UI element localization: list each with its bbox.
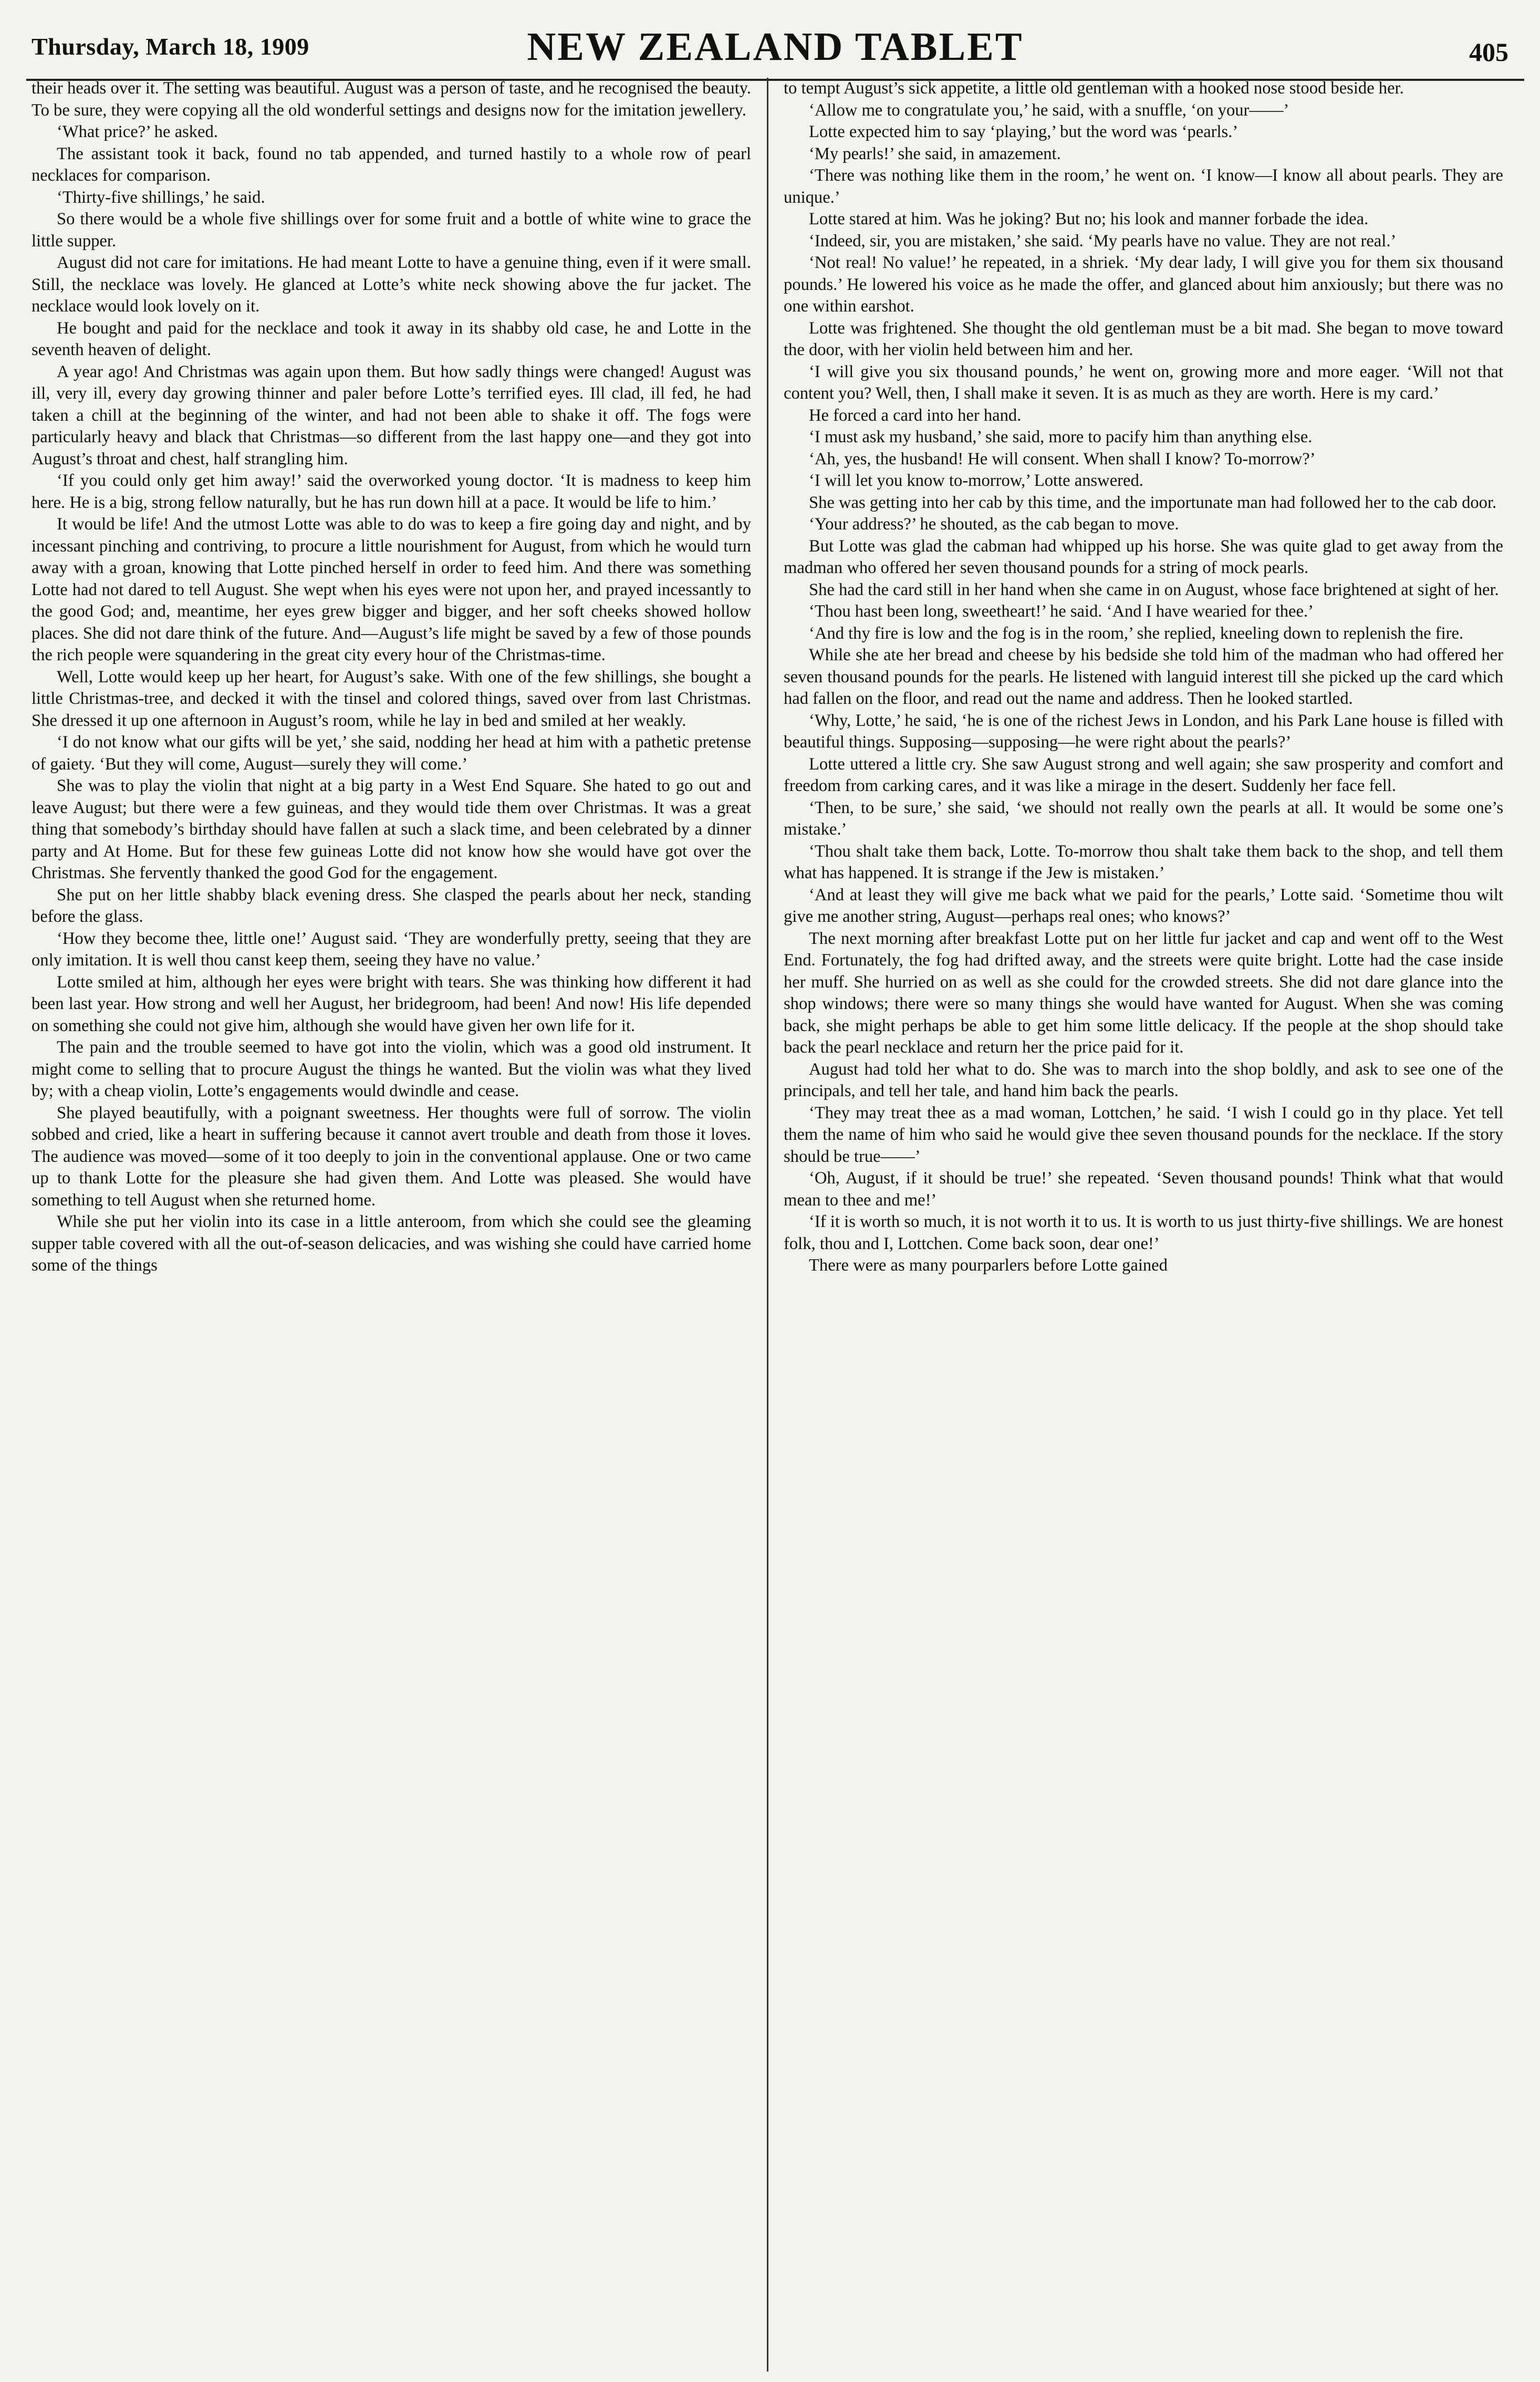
paragraph: There were as many pourparlers before Lotte gained: [809, 1256, 1168, 1275]
paragraph: ‘What price?’ he asked.: [57, 122, 218, 141]
paragraph: ‘If it is worth so much, it is not worth it to us. It is worth to us just thirty-five shillings. We are honest folk, thou and I, Lottchen. Come back soon, dear one!’: [784, 1212, 1503, 1253]
paragraph: ‘Oh, August, if it should be true!’ she repeated. ‘Seven thousand pounds! Think what that would mean to thee and me!’: [784, 1169, 1503, 1210]
page-number: 405: [1469, 37, 1508, 67]
publication-title: NEW ZEALAND TABLET: [527, 25, 1024, 69]
paragraph: ‘There was nothing like them in the room,’ he went on. ‘I know—I know all about pearls. They are unique.’: [784, 166, 1503, 207]
paragraph: But Lotte was glad the cabman had whipped up his horse. She was quite glad to get away from the madman who offered her seven thousand pounds for a string of mock pearls.: [784, 536, 1503, 577]
paragraph: ‘I do not know what our gifts will be yet,’ she said, nodding her head at him with a pathetic pretense of gaiety. ‘But they will come, August—surely they will come.’: [32, 733, 751, 774]
paragraph: While she ate her bread and cheese by his bedside she told him of the madman who had offered her seven thousand pounds for the pearls. He listened with languid interest till she picked up the card which had fallen on the floor, and read out the name and address. Then he looked startled.: [784, 646, 1503, 708]
paragraph: She had the card still in her hand when she came in on August, whose face brightened at sight of her.: [809, 580, 1499, 599]
paragraph: ‘Allow me to congratulate you,’ he said, with a snuffle, ‘on your——’: [809, 100, 1289, 120]
paragraph: to tempt August’s sick appetite, a little old gentleman with a hooked nose stood beside her.: [784, 79, 1404, 98]
paragraph: ‘Ah, yes, the husband! He will consent. When shall I know? To-morrow?’: [809, 449, 1316, 469]
paragraph: So there would be a whole five shillings over for some fruit and a bottle of white wine to grace the little supper.: [32, 210, 751, 251]
paragraph: Lotte stared at him. Was he joking? But no; his look and manner forbade the idea.: [809, 210, 1369, 228]
paragraph: Lotte expected him to say ‘playing,’ but the word was ‘pearls.’: [809, 122, 1239, 141]
paragraph: She put on her little shabby black evening dress. She clasped the pearls about her neck, standing before the glass.: [32, 885, 751, 926]
paragraph: ‘Not real! No value!’ he repeated, in a shriek. ‘My dear lady, I will give you for them six thousand pounds.’ He lowered his voice as he made the offer, and glanced about him anxiously; but there was no one within earshot.: [784, 253, 1503, 316]
right-column: [784, 78, 1503, 2371]
paragraph: ‘Thou shalt take them back, Lotte. To-morrow thou shalt take them back to the shop, and tell them what has happened. It is strange if the Jew is mistaken.’: [784, 841, 1503, 882]
paragraph: The assistant took it back, found no tab appended, and turned hastily to a whole row of pearl necklaces for comparison.: [32, 144, 751, 185]
paragraph: The next morning after breakfast Lotte put on her little fur jacket and cap and went off to the West End. Fortunately, the fog had drifted away, and the streets were quite bright. Lotte had the case inside her muff. She hurried on as well as she could for the crowded streets. She did not dare glance into the shop windows; there were so many things she would have wanted for August. When she was coming back, she might perhaps be able to get him some little delicacy. If the people at the shop should take back the pearl necklace and return her the price paid for it.: [784, 929, 1503, 1057]
paragraph: She played beautifully, with a poignant sweetness. Her thoughts were full of sorrow. The violin sobbed and cried, like a heart in suffering because it cannot avert trouble and death from those it loves. The audience was moved—some of it too deeply to join in the conventional applause. One or two came up to thank Lotte for the pleasure she had given them. And Lotte was pleased. She would have something to tell August when she returned home.: [32, 1103, 751, 1210]
paragraph: ‘Your address?’ he shouted, as the cab began to move.: [809, 515, 1179, 534]
paragraph: ‘I must ask my husband,’ she said, more to pacify him than anything else.: [809, 428, 1313, 446]
paragraph: ‘Indeed, sir, you are mistaken,’ she said. ‘My pearls have no value. They are not real.’: [809, 231, 1397, 251]
paragraph: ‘I will let you know to-morrow,’ Lotte answered.: [809, 471, 1143, 490]
paragraph: ‘Why, Lotte,’ he said, ‘he is one of the richest Jews in London, and his Park Lane house is filled with beautiful things. Supposing—supposing—he were right about the pearls?’: [784, 711, 1503, 752]
article-columns: [32, 78, 1503, 2371]
paragraph: A year ago! And Christmas was again upon them. But how sadly things were changed! August was ill, very ill, every day growing thinner and paler before Lotte’s terrified eyes. Ill clad, ill fed, he had taken a chill at the beginning of the winter, and had not been able to shake it off. The fogs were particularly heavy and black that Christmas—so different from the last happy one—and they got into August’s throat and chest, half strangling him.: [32, 362, 751, 469]
paragraph: ‘If you could only get him away!’ said the overworked young doctor. ‘It is madness to keep him here. He is a big, strong fellow naturally, but he has run down hill at a pace. It would be life to him.’: [32, 471, 751, 512]
paragraph: ‘Then, to be sure,’ she said, ‘we should not really own the pearls at all. It would be some one’s mistake.’: [784, 798, 1503, 839]
paragraph: ‘Thirty-five shillings,’ he said.: [57, 188, 265, 207]
paragraph: He bought and paid for the necklace and took it away in its shabby old case, he and Lotte in the seventh heaven of delight.: [32, 318, 751, 359]
left-column: [32, 78, 751, 2371]
paragraph: It would be life! And the utmost Lotte was able to do was to keep a fire going day and night, and by incessant pinching and contriving, to procure a little nourishment for August, from which he would turn away with a groan, knowing that Lotte pinched herself in order to feed him. And there was something Lotte had not dared to tell August. She wept when his eyes were not upon her, and prayed incessantly to the good God; and, meantime, her eyes grew bigger and bigger, and her soft cheeks showed hollow places. She did not dare think of the future. And—August’s life might be saved by a few of those pounds the rich people were squandering in the great city every hour of the Christmas-time.: [32, 515, 751, 664]
paragraph: While she put her violin into its case in a little anteroom, from which she could see the gleaming supper table covered with all the out-of-season delicacies, and was wishing she could have carried home some of the things: [32, 1212, 751, 1275]
paragraph: ‘And thy fire is low and the fog is in the room,’ she replied, kneeling down to replenish the fire.: [809, 623, 1464, 643]
paragraph: ‘And at least they will give me back what we paid for the pearls,’ Lotte said. ‘Sometime thou wilt give me another string, August—perhaps real ones; who knows?’: [784, 885, 1503, 926]
paragraph: ‘How they become thee, little one!’ August said. ‘They are wonderfully pretty, seeing that they are only imitation. It is well thou canst keep them, seeing they have no value.’: [32, 929, 751, 970]
paragraph: August did not care for imitations. He had meant Lotte to have a genuine thing, even if it were small. Still, the necklace was lovely. He glanced at Lotte’s white neck showing above the fur jacket. The necklace would look lovely on it.: [32, 253, 751, 316]
paragraph: She was getting into her cab by this time, and the importunate man had followed her to the cab door.: [809, 493, 1497, 512]
paragraph: Well, Lotte would keep up her heart, for August’s sake. With one of the few shillings, she bought a little Christmas-tree, and decked it with the tinsel and colored things, saved over from last Christmas. She dressed it up one afternoon in August’s room, while he lay in bed and smiled at her weakly.: [32, 667, 751, 730]
paragraph: Lotte smiled at him, although her eyes were bright with tears. She was thinking how different it had been last year. How strong and well her August, her bridegroom, had been! And now! His life depended on something she could not give him, although she would have given her own life for it.: [32, 972, 751, 1035]
paragraph: ‘I will give you six thousand pounds,’ he went on, growing more and more eager. ‘Will not that content you? Well, then, I shall make it seven. It is as much as they are worth. Here is my card.’: [784, 362, 1503, 403]
paragraph: August had told her what to do. She was to march into the shop boldly, and ask to see one of the principals, and tell her tale, and hand him back the pearls.: [784, 1059, 1503, 1100]
paragraph: Lotte was frightened. She thought the old gentleman must be a bit mad. She began to move toward the door, with her violin held between him and her.: [784, 318, 1503, 359]
paragraph: The pain and the trouble seemed to have got into the violin, which was a good old instrument. It might come to selling that to procure August the things he wanted. But the violin was what they lived by; with a cheap violin, Lotte’s engagements would dwindle and cease.: [32, 1038, 751, 1100]
paragraph: Lotte uttered a little cry. She saw August strong and well again; she saw prosperity and comfort and freedom from carking cares, and it was like a mirage in the desert. Suddenly her face fell.: [784, 754, 1503, 795]
paragraph: ‘My pearls!’ she said, in amazement.: [809, 144, 1061, 163]
paragraph: He forced a card into her hand.: [809, 405, 1022, 425]
paragraph: their heads over it. The setting was beautiful. August was a person of taste, and he recognised the beauty. To be sure, they were copying all the old wonderful settings and designs now for the imitation jewellery.: [32, 79, 751, 120]
paragraph: ‘Thou hast been long, sweetheart!’ he said. ‘And I have wearied for thee.’: [809, 602, 1314, 621]
paragraph: ‘They may treat thee as a mad woman, Lottchen,’ he said. ‘I wish I could go in thy place. Yet tell them the name of him who said he would give thee seven thousand pounds for the necklace. If the story should be true——’: [784, 1103, 1503, 1166]
masthead: [26, 21, 1524, 81]
paragraph: She was to play the violin that night at a big party in a West End Square. She hated to go out and leave August; but there were a few guineas, and they would tide them over Christmas. It was a great thing that somebody’s birthday should have fallen at such a slack time, and been celebrated by a dinner party and At Home. But for these few guineas Lotte did not know how she would have got over the Christmas. She fervently thanked the good God for the engagement.: [32, 776, 751, 882]
issue-date: Thursday, March 18, 1909: [32, 33, 309, 60]
column-divider: [767, 78, 768, 2371]
